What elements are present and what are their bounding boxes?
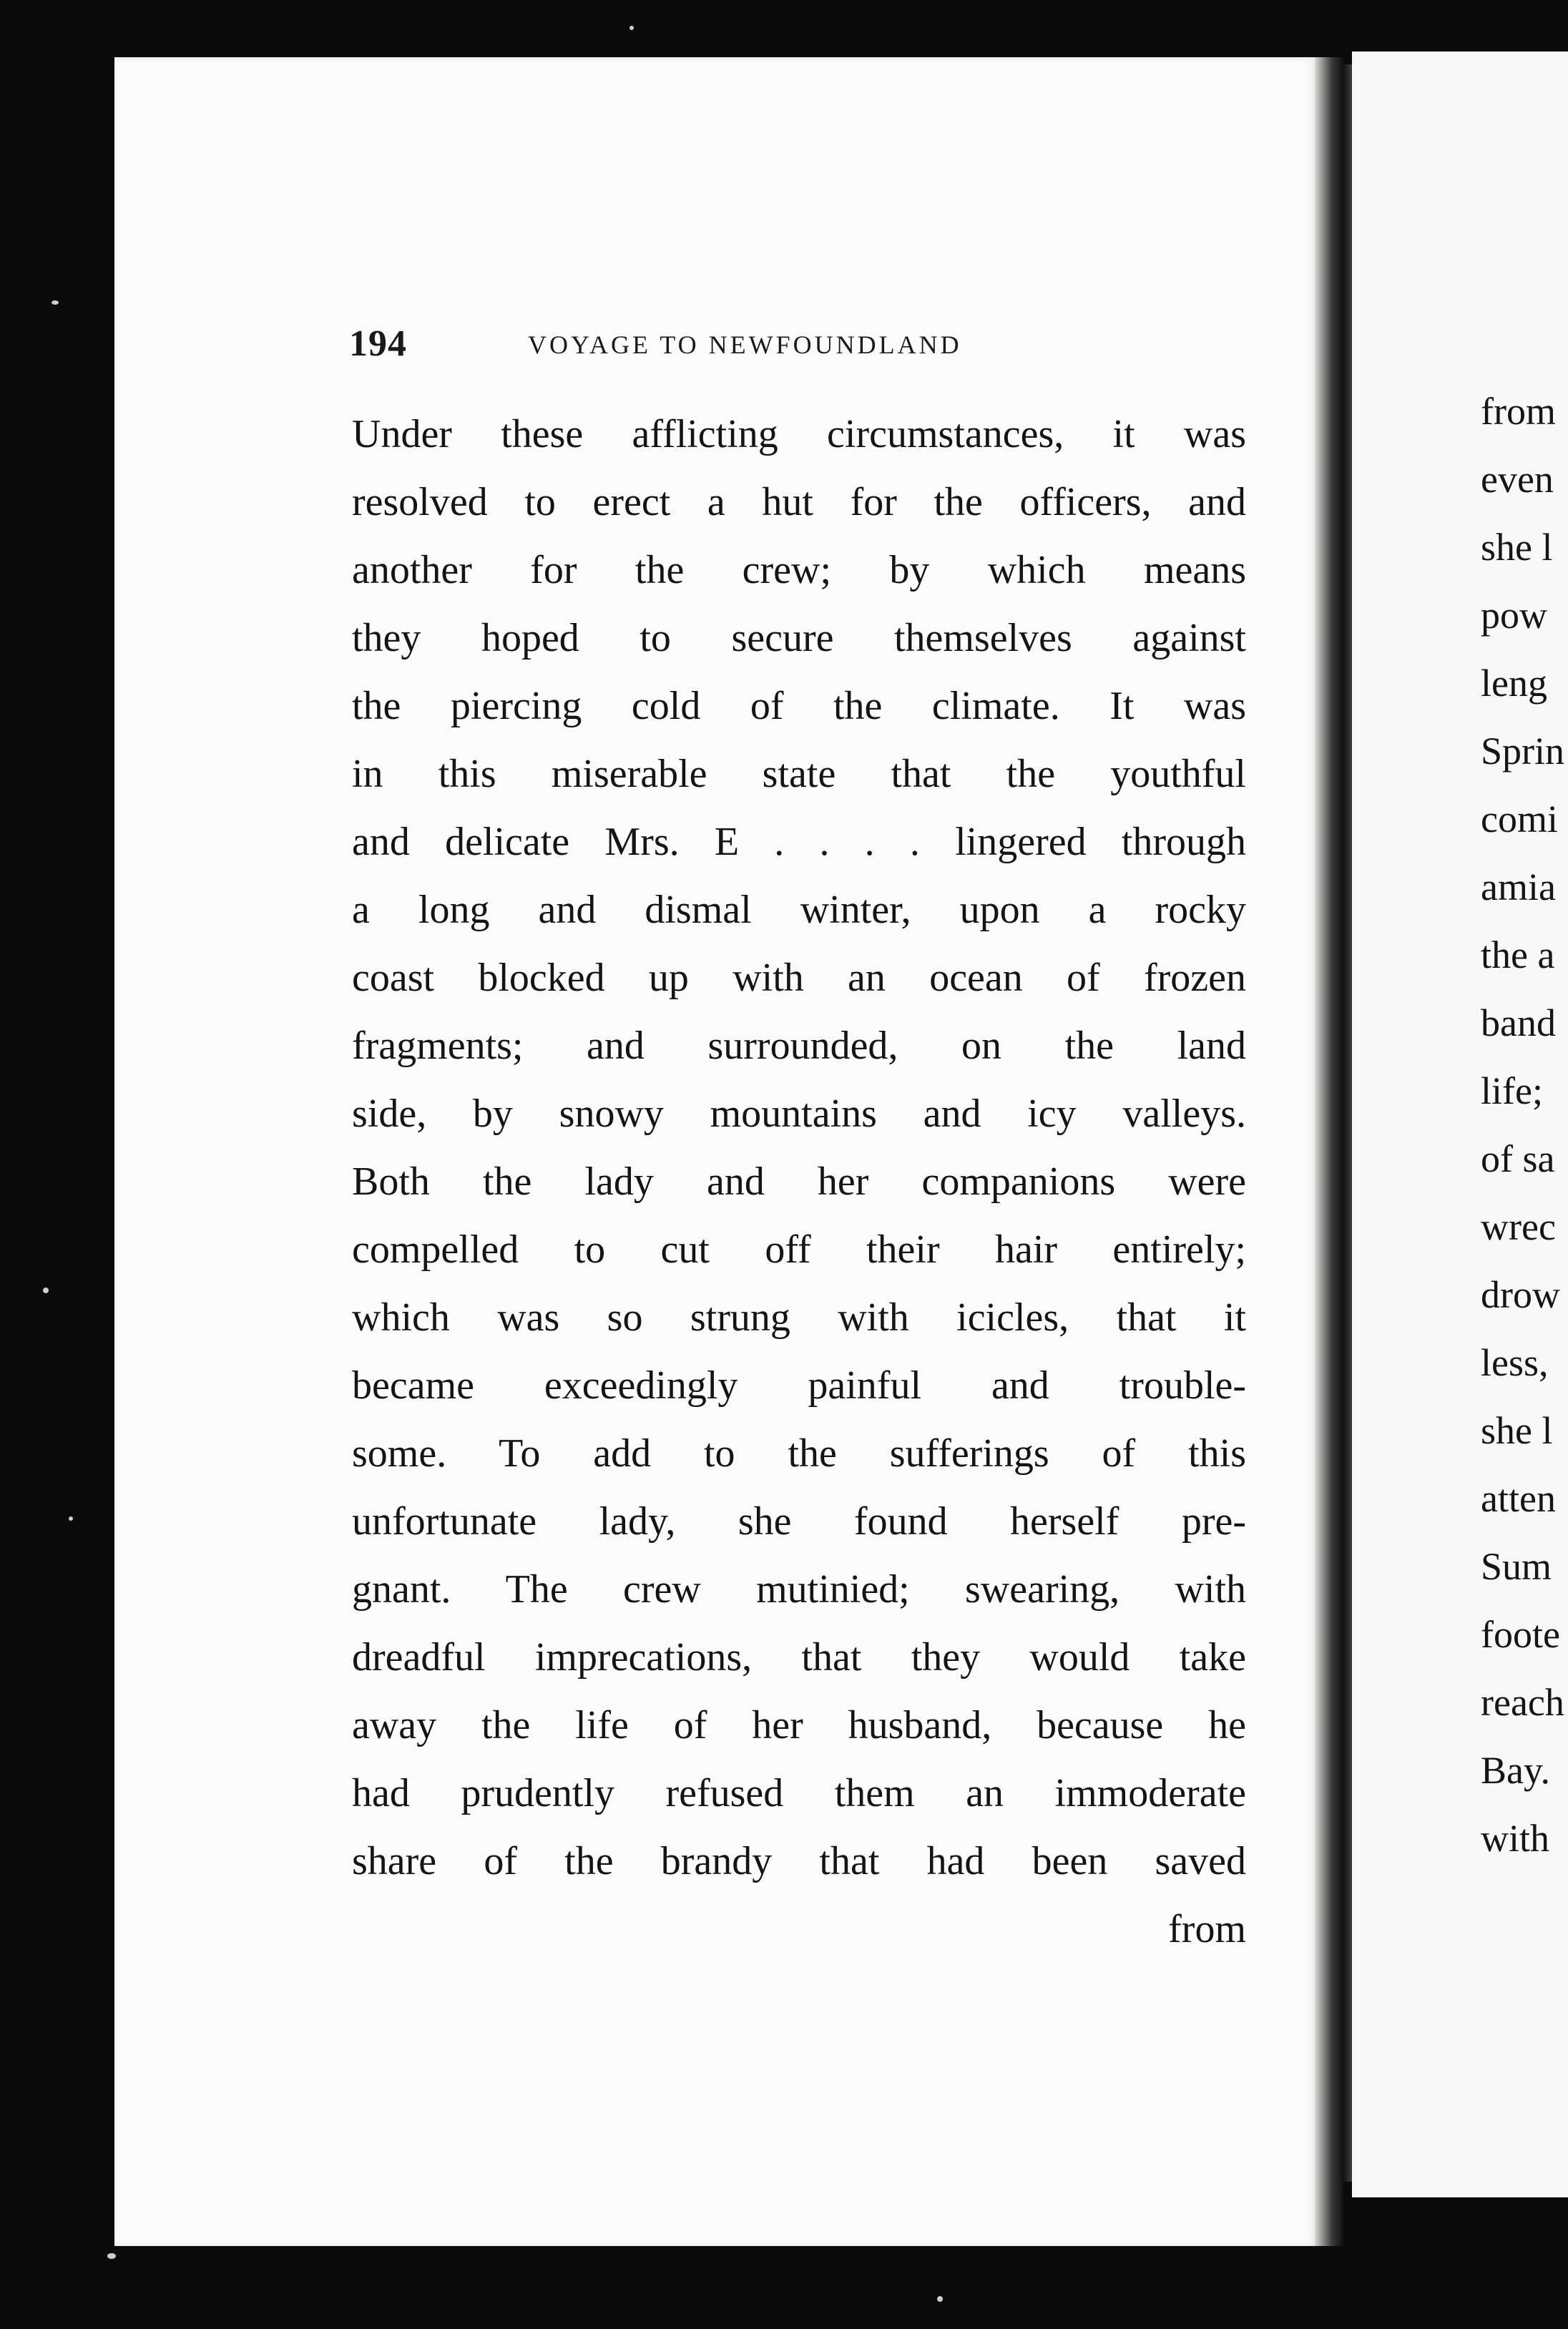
right-page-line: life; [1481,1069,1543,1112]
right-page-line: reach [1481,1681,1564,1724]
right-page-line: of sa [1481,1137,1555,1180]
text-line: fragments; and surrounded, on the land [352,1024,1246,1068]
right-page-line: foote [1481,1613,1560,1656]
text-line: the piercing cold of the climate. It was [352,684,1246,728]
right-page-line: pow [1481,594,1547,637]
text-line: Both the lady and her companions were [352,1159,1246,1204]
text-line: a long and dismal winter, upon a rocky [352,888,1246,932]
right-page-text [1481,378,1568,1873]
right-page-line: the a [1481,933,1555,976]
right-page-line: Sum [1481,1545,1552,1588]
right-page-line: comi [1481,798,1558,840]
dust-speck [69,1516,73,1521]
right-page-line: amia [1481,866,1556,908]
text-line: they hoped to secure themselves against [352,616,1246,660]
text-line: unfortunate lady, she found herself pre- [352,1499,1246,1544]
right-page-line: atten [1481,1477,1556,1520]
right-page-line: leng [1481,662,1547,705]
right-page-line: Sprin [1481,730,1565,773]
text-line: dreadful imprecations, that they would take [352,1635,1246,1680]
right-page-line: from [1481,390,1556,433]
dust-speck [43,1288,49,1293]
dust-speck [52,300,59,305]
right-page-line: with [1481,1817,1550,1860]
text-line: away the life of her husband, because he [352,1703,1246,1747]
right-page-line: less, [1481,1341,1549,1384]
text-line: and delicate Mrs. E . . . . lingered through [352,820,1246,864]
right-page-line: she l [1481,1409,1553,1452]
text-line: which was so strung with icicles, that it [352,1295,1246,1340]
running-head [349,319,1279,369]
dust-speck [937,2296,943,2302]
right-page-line: band [1481,1001,1556,1044]
text-line: side, by snowy mountains and icy valleys. [352,1092,1246,1136]
text-line: share of the brandy that had been saved [352,1839,1246,1883]
catchword: from [1168,1907,1246,1951]
right-page-line: Bay. [1481,1749,1550,1792]
text-line: coast blocked up with an ocean of frozen [352,956,1246,1000]
dust-speck [107,2253,116,2259]
text-line: Under these afflicting circumstances, it was [352,412,1246,456]
text-line: gnant. The crew mutinied; swearing, with [352,1567,1246,1612]
body-text [352,401,1246,1963]
text-line: some. To add to the sufferings of this [352,1431,1246,1476]
right-page-line: drow [1481,1273,1560,1316]
text-line: became exceedingly painful and trouble- [352,1363,1246,1408]
dust-speck [629,26,634,30]
page-gutter [1315,57,1343,2246]
text-line: another for the crew; by which means [352,548,1246,592]
right-page-line: she l [1481,526,1553,569]
text-line: in this miserable state that the youthful [352,752,1246,796]
page-number: 194 [349,323,407,364]
right-page-line: even [1481,458,1554,501]
text-line: had prudently refused them an immoderate [352,1771,1246,1815]
text-line: resolved to erect a hut for the officers, and [352,480,1246,524]
right-page-line: wrec [1481,1205,1556,1248]
text-line: compelled to cut off their hair entirely; [352,1227,1246,1272]
running-title: VOYAGE TO NEWFOUNDLAND [528,330,962,359]
